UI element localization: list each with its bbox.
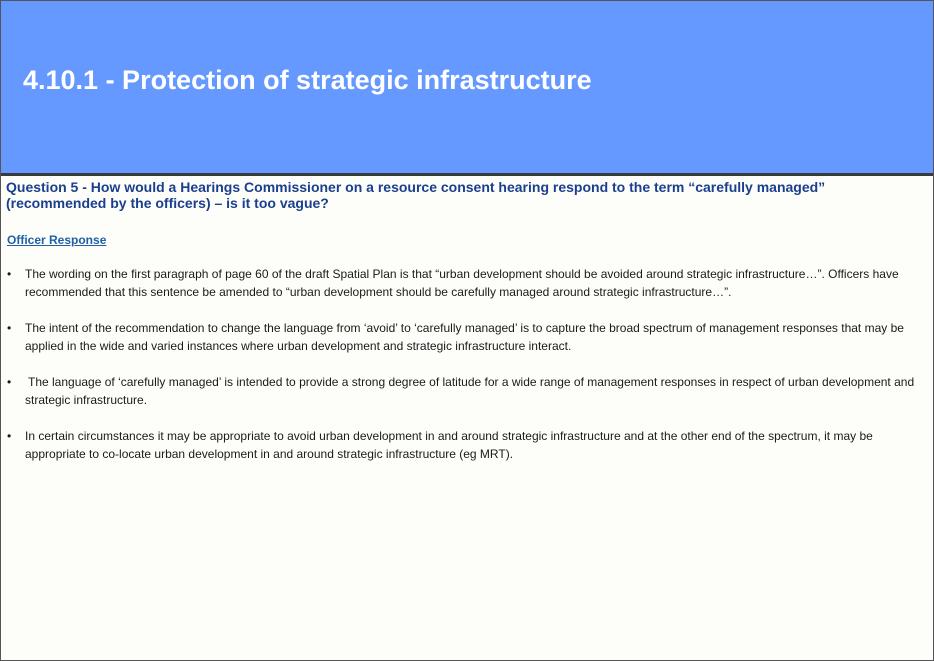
bullet-icon: • bbox=[7, 429, 12, 443]
title-banner bbox=[1, 1, 933, 176]
bullet-text: The language of ‘carefully managed’ is intended to provide a strong degree of latitude for a wide range of management responses in respect of urban development and strategic infrastructure. bbox=[25, 375, 915, 407]
list-item bbox=[7, 319, 917, 355]
bullet-icon: • bbox=[7, 321, 12, 335]
section-heading-officer-response: Officer Response bbox=[7, 233, 107, 247]
question-text: Question 5 - How would a Hearings Commissioner on a resource consent hearing respond to the term “carefully managed” (recommended by the officers) – is it too vague? bbox=[6, 179, 826, 211]
bullet-text: In certain circumstances it may be appropriate to avoid urban development in and around strategic infrastructure and at the other end of the spectrum, it may be appropriate to co-locate urban development in and around strategic infrastructure (eg MRT). bbox=[25, 429, 873, 461]
bullet-text: The intent of the recommendation to change the language from ‘avoid’ to ‘carefully managed’ is to capture the broad spectrum of management responses that may be applied in the wide and varied instances where urban development and strategic infrastructure interact. bbox=[25, 321, 904, 353]
list-item bbox=[7, 373, 917, 409]
slide-title: 4.10.1 - Protection of strategic infrastructure bbox=[23, 65, 592, 95]
bullet-list bbox=[7, 265, 917, 463]
list-item bbox=[7, 427, 917, 463]
bullet-icon: • bbox=[7, 267, 12, 281]
bullet-text: The wording on the first paragraph of page 60 of the draft Spatial Plan is that “urban development should be avoided around strategic infrastructure…”. Officers have recommended that this sentence be amended to “urban development should be carefully managed around strategic infrastructure…”. bbox=[25, 267, 899, 299]
list-item bbox=[7, 265, 917, 301]
bullet-icon: • bbox=[7, 375, 12, 389]
